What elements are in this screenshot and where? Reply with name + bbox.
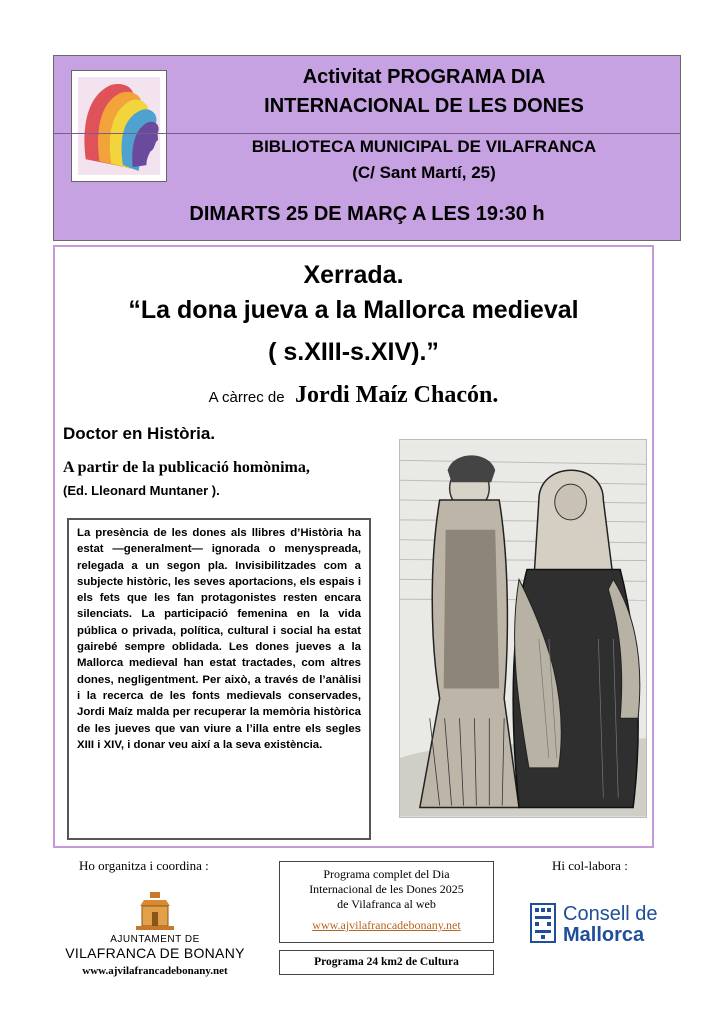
organizer-name-top: AJUNTAMENT DE [110, 934, 200, 945]
women-faces-logo [71, 70, 167, 182]
program-line-3: de Vilafranca al web [337, 897, 436, 911]
header-line-1: Activitat PROGRAMA DIA [302, 66, 546, 88]
talk-type: Xerrada. [303, 261, 404, 289]
talk-title-line-2: ( s.XIII-s.XIV).” [268, 338, 439, 366]
editor-note: (Ed. Lleonard Muntaner ). [63, 483, 220, 498]
header-line-2: INTERNACIONAL DE LES DONES [264, 95, 584, 117]
program-line-1: Programa complet del Dia [323, 867, 450, 881]
library-name: BIBLIOTECA MUNICIPAL DE VILAFRANCA [251, 137, 597, 156]
program-line-2: Internacional de les Dones 2025 [309, 882, 464, 896]
collaborator-name-1: Consell de [563, 903, 658, 925]
organizer-website[interactable]: www.ajvilafrancadebonany.net [82, 965, 228, 977]
speaker-line [55, 382, 652, 409]
organizer-label: Ho organitza i coordina : [79, 858, 209, 873]
collaborator-label: Hi col-labora : [552, 858, 628, 873]
women-profiles-icon [72, 71, 166, 181]
organizer-name: VILAFRANCA DE BONANY [65, 945, 245, 961]
program-info-box [279, 861, 494, 943]
consell-crest-icon [527, 900, 559, 946]
program-website-link[interactable]: www.ajvilafrancadebonany.net [312, 918, 461, 932]
talk-panel [53, 245, 654, 848]
ajuntament-logo [65, 890, 245, 977]
speaker-name: Jordi Maíz Chacón. [295, 382, 499, 408]
header-divider [54, 133, 680, 134]
library-address: (C/ Sant Martí, 25) [352, 163, 496, 182]
speaker-label: A càrrec de [208, 389, 285, 406]
publication-note: A partir de la publicació homònima, [63, 459, 310, 476]
description-text: La presència de les dones als llibres d’Història ha estat —generalment— ignorada o menyspreada, relegada a un segon pla. Invisibilitzades com a subjecte històric, les seves aportacions, els espais i els fets que les fan protagonistes resten encara silenciats. La participació femenina en la vida pública o privada, política, cultural i social ha estat gairebé sempre oblidada. Les dones jueves a la Mallorca medieval han estat tractades, com altres dones, negligentment. Per això, a través de l’anàlisi i la recerca de les fonts medievals conservades, Jordi Maíz malda per recuperar la memòria històrica de les jueves que van viure a l’illa entre els segles XIII i XIV, i donar veu així a la seva existència. [77, 527, 361, 751]
speaker-degree: Doctor en Història. [63, 424, 216, 443]
event-header [53, 55, 681, 241]
event-date: DIMARTS 25 DE MARÇ A LES 19:30 h [189, 203, 545, 225]
town-hall-crest-icon [130, 890, 180, 932]
talk-title-line-1: “La dona jueva a la Mallorca medieval [128, 296, 579, 324]
collaborator-name-2: Mallorca [563, 924, 645, 946]
consell-de-mallorca-logo [527, 898, 667, 948]
two-women-engraving-icon [400, 440, 646, 817]
culture-program-box: Programa 24 km2 de Cultura [279, 950, 494, 975]
medieval-women-illustration [399, 439, 647, 818]
description-box [67, 518, 371, 840]
